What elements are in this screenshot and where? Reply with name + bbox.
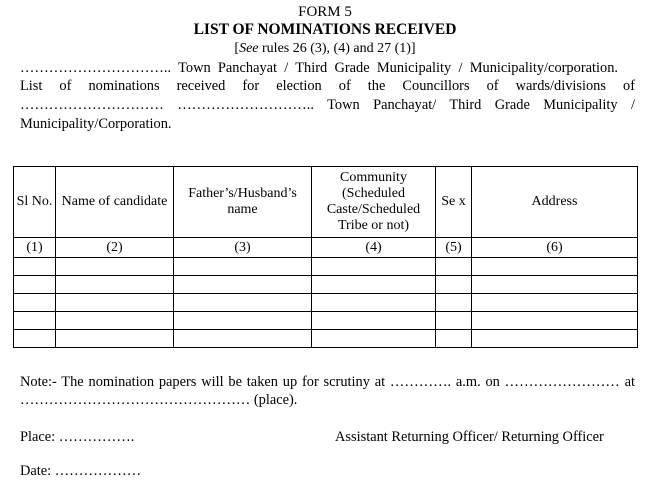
table-cell: [472, 294, 638, 312]
column-number: (1): [14, 238, 56, 258]
table-cell: [174, 294, 312, 312]
header-address: Address: [472, 167, 638, 238]
rules-prefix: [: [234, 41, 240, 56]
table-cell: [436, 312, 472, 330]
table-cell: [312, 294, 436, 312]
column-number: (3): [174, 238, 312, 258]
table-row: [14, 276, 638, 294]
table-cell: [472, 330, 638, 348]
table-cell: [312, 258, 436, 276]
table-cell: [174, 312, 312, 330]
table-cell: [436, 294, 472, 312]
table-cell: [472, 276, 638, 294]
column-number: (4): [312, 238, 436, 258]
table-row: [14, 312, 638, 330]
form-title: LIST OF NOMINATIONS RECEIVED: [193, 21, 457, 38]
table-cell: [436, 330, 472, 348]
table-cell: [472, 312, 638, 330]
column-number: (2): [56, 238, 174, 258]
table-cell: [56, 276, 174, 294]
table-cell: [56, 312, 174, 330]
column-number: (6): [472, 238, 638, 258]
header-sl-no: Sl No.: [14, 167, 56, 238]
table-cell: [312, 312, 436, 330]
form-rules-reference: [0, 40, 650, 57]
column-number: (5): [436, 238, 472, 258]
table-cell: [174, 258, 312, 276]
table-cell: [14, 276, 56, 294]
table-cell: [174, 276, 312, 294]
table-row: [14, 258, 638, 276]
table-cell: [472, 258, 638, 276]
intro-line-1: ………………………….. Town Panchayat / Third Grade Municipality / Municipality/corporation.: [20, 60, 618, 76]
intro-line-2: List of nominations received for election of the Councillors of wards/divisions of: [20, 78, 635, 94]
place-field: Place: …………….: [20, 429, 135, 445]
rules-rest: rules 26 (3), (4) and 27 (1)]: [258, 41, 416, 56]
table-cell: [312, 276, 436, 294]
date-field: Date: ………………: [20, 463, 142, 479]
officer-signature-label: Assistant Returning Officer/ Returning Officer: [335, 429, 604, 445]
column-number-row: [14, 238, 638, 258]
table-cell: [14, 312, 56, 330]
form-number: FORM 5: [298, 4, 352, 20]
header-community: Community (Scheduled Caste/Scheduled Tribe or not): [312, 167, 436, 238]
table-cell: [312, 330, 436, 348]
note-line-2: ………………………………………… (place).: [20, 392, 298, 408]
table-cell: [56, 330, 174, 348]
intro-line-3: ………………………… ……………………….. Town Panchayat/ Third Grade Municipality /: [20, 97, 635, 113]
header-father-husband-name: Father’s/Husband’s name: [174, 167, 312, 238]
table-cell: [436, 258, 472, 276]
table-cell: [14, 258, 56, 276]
table-cell: [14, 294, 56, 312]
table-cell: [56, 294, 174, 312]
table-cell: [14, 330, 56, 348]
rules-see: See: [239, 41, 259, 56]
header-sex: Se x: [436, 167, 472, 238]
table-row: [14, 330, 638, 348]
nominations-table: [13, 166, 638, 348]
table-cell: [436, 276, 472, 294]
header-name-of-candidate: Name of candidate: [56, 167, 174, 238]
table-cell: [56, 258, 174, 276]
note-line-1: Note:- The nomination papers will be taken up for scrutiny at …………. a.m. on …………………… at: [20, 374, 635, 390]
table-row: [14, 294, 638, 312]
table-cell: [174, 330, 312, 348]
intro-line-4: Municipality/Corporation.: [20, 116, 172, 132]
